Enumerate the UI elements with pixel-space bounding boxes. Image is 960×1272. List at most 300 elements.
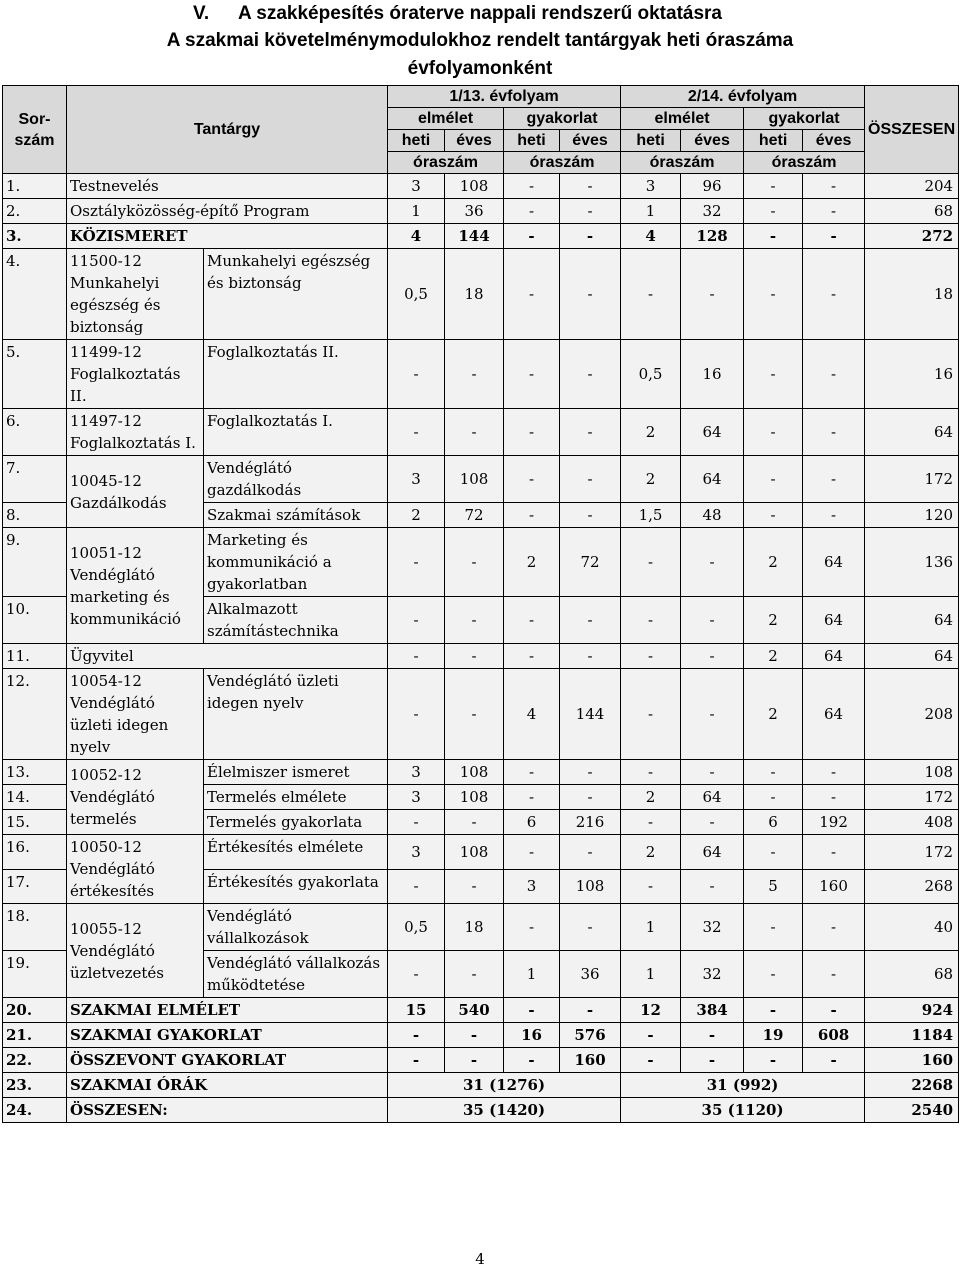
hour-value: - xyxy=(560,503,621,528)
title-line-2: A szakmai követelménymodulokhoz rendelt tantárgyak heti óraszáma xyxy=(166,30,794,51)
hour-value: - xyxy=(560,998,621,1023)
hour-value: - xyxy=(621,869,681,904)
row-total: 924 xyxy=(865,998,959,1023)
row-total: 172 xyxy=(865,456,959,503)
hour-value: 3 xyxy=(388,174,445,199)
hour-value: - xyxy=(803,760,865,785)
subject-name: KÖZISMERET xyxy=(67,224,388,249)
subject-name: Foglalkoztatás II. xyxy=(204,340,388,409)
hour-value: 160 xyxy=(803,869,865,904)
hour-value: 2 xyxy=(744,597,803,644)
hour-value: - xyxy=(388,528,445,597)
row-total: 2268 xyxy=(865,1073,959,1098)
hour-value: - xyxy=(445,1048,504,1073)
hour-value: 64 xyxy=(803,597,865,644)
hour-value: 18 xyxy=(445,904,504,951)
hour-value: 192 xyxy=(803,810,865,835)
hour-value: 2 xyxy=(388,503,445,528)
header-elmelet-1: elmélet xyxy=(388,108,504,130)
hour-value: - xyxy=(744,409,803,456)
hour-value: - xyxy=(560,597,621,644)
hour-value: 36 xyxy=(560,951,621,998)
hour-value: 1 xyxy=(388,199,445,224)
section-number: V. xyxy=(193,3,210,24)
hour-value: 144 xyxy=(560,669,621,760)
hour-value: 1 xyxy=(504,951,560,998)
hour-value: 64 xyxy=(803,669,865,760)
hour-value: - xyxy=(803,835,865,870)
hour-value: 64 xyxy=(681,409,744,456)
hour-value: - xyxy=(803,503,865,528)
hour-value: 3 xyxy=(388,760,445,785)
hour-value: - xyxy=(681,597,744,644)
row-number: 11. xyxy=(3,644,67,669)
hour-value: - xyxy=(803,951,865,998)
hour-value: - xyxy=(681,810,744,835)
hour-value: - xyxy=(388,409,445,456)
table-row xyxy=(3,1073,959,1098)
hour-value: - xyxy=(744,503,803,528)
hour-value: 15 xyxy=(388,998,445,1023)
hour-value: 160 xyxy=(560,1048,621,1073)
title-line-3: évfolyamonként xyxy=(407,58,553,79)
year-1-total: 31 (1276) xyxy=(388,1073,621,1098)
subject-name: SZAKMAI ÓRÁK xyxy=(67,1073,388,1098)
hour-value: 3 xyxy=(621,174,681,199)
hour-value: - xyxy=(744,998,803,1023)
hour-value: - xyxy=(744,456,803,503)
hour-value: - xyxy=(621,1048,681,1073)
row-number: 10. xyxy=(3,597,67,644)
hour-value: 1 xyxy=(621,904,681,951)
header-heti: heti xyxy=(621,130,681,152)
hour-value: 2 xyxy=(504,528,560,597)
hour-value: - xyxy=(445,669,504,760)
hour-value: - xyxy=(744,340,803,409)
hour-value: 72 xyxy=(560,528,621,597)
header-year-1: 1/13. évfolyam xyxy=(388,86,621,108)
module-name: 10050-12 Vendéglátó értékesítés xyxy=(67,835,204,904)
table-row xyxy=(3,644,959,669)
hour-value: - xyxy=(803,224,865,249)
table-row xyxy=(3,528,959,597)
row-total: 108 xyxy=(865,760,959,785)
hour-value: 2 xyxy=(621,456,681,503)
hour-value: - xyxy=(504,644,560,669)
hour-value: - xyxy=(504,224,560,249)
subject-name: Ügyvitel xyxy=(67,644,388,669)
hour-value: - xyxy=(744,760,803,785)
hour-value: - xyxy=(621,810,681,835)
row-number: 20. xyxy=(3,998,67,1023)
table-row xyxy=(3,835,959,870)
hour-value: 540 xyxy=(445,998,504,1023)
hour-value: 2 xyxy=(744,528,803,597)
subject-name: Termelés gyakorlata xyxy=(204,810,388,835)
table-row xyxy=(3,249,959,340)
hour-value: - xyxy=(388,810,445,835)
module-name: 11499-12 Foglalkoztatás II. xyxy=(67,340,204,409)
row-number: 23. xyxy=(3,1073,67,1098)
row-number: 9. xyxy=(3,528,67,597)
hour-value: - xyxy=(803,174,865,199)
hour-value: 108 xyxy=(445,760,504,785)
header-year-2: 2/14. évfolyam xyxy=(621,86,865,108)
row-total: 268 xyxy=(865,869,959,904)
hour-value: - xyxy=(560,249,621,340)
row-total: 272 xyxy=(865,224,959,249)
hour-value: - xyxy=(504,409,560,456)
hour-value: - xyxy=(504,503,560,528)
row-total: 68 xyxy=(865,951,959,998)
subject-name: ÖSSZESEN: xyxy=(67,1098,388,1123)
hour-value: - xyxy=(621,760,681,785)
hour-value: 16 xyxy=(504,1023,560,1048)
hour-value: - xyxy=(681,1048,744,1073)
row-number: 17. xyxy=(3,869,67,904)
hour-value: 108 xyxy=(445,835,504,870)
hour-value: - xyxy=(388,669,445,760)
hour-value: - xyxy=(388,340,445,409)
subject-name: Foglalkoztatás I. xyxy=(204,409,388,456)
header-tantargy: Tantárgy xyxy=(67,86,388,174)
hour-value: - xyxy=(621,644,681,669)
hour-value: 3 xyxy=(504,869,560,904)
hour-value: - xyxy=(744,199,803,224)
hour-value: - xyxy=(445,597,504,644)
hour-value: 6 xyxy=(744,810,803,835)
hour-value: - xyxy=(560,224,621,249)
hour-value: - xyxy=(681,760,744,785)
hour-value: 6 xyxy=(504,810,560,835)
hour-value: 384 xyxy=(681,998,744,1023)
hour-value: - xyxy=(621,597,681,644)
hour-value: - xyxy=(388,597,445,644)
row-total: 68 xyxy=(865,199,959,224)
header-osszesen: ÖSSZESEN xyxy=(865,86,959,174)
header-eves: éves xyxy=(445,130,504,152)
year-2-total: 31 (992) xyxy=(621,1073,865,1098)
hour-value: - xyxy=(681,528,744,597)
hour-value: 216 xyxy=(560,810,621,835)
subject-name: Vendéglátó gazdálkodás xyxy=(204,456,388,503)
table-row xyxy=(3,669,959,760)
hour-value: - xyxy=(560,199,621,224)
hour-value: - xyxy=(803,199,865,224)
row-number: 4. xyxy=(3,249,67,340)
hour-value: - xyxy=(681,644,744,669)
hour-value: 144 xyxy=(445,224,504,249)
hour-value: - xyxy=(445,644,504,669)
hour-value: 2 xyxy=(621,409,681,456)
hour-value: - xyxy=(388,1023,445,1048)
hour-value: 108 xyxy=(560,869,621,904)
hour-value: - xyxy=(744,174,803,199)
hour-value: - xyxy=(744,249,803,340)
row-total: 16 xyxy=(865,340,959,409)
hour-value: - xyxy=(744,835,803,870)
row-total: 408 xyxy=(865,810,959,835)
hour-value: 3 xyxy=(388,456,445,503)
hour-value: 4 xyxy=(621,224,681,249)
row-number: 7. xyxy=(3,456,67,503)
hour-value: - xyxy=(504,835,560,870)
hour-value: 4 xyxy=(504,669,560,760)
row-number: 14. xyxy=(3,785,67,810)
module-name: 10045-12 Gazdálkodás xyxy=(67,456,204,528)
row-total: 1184 xyxy=(865,1023,959,1048)
module-name: 10055-12 Vendéglátó üzletvezetés xyxy=(67,904,204,998)
row-number: 21. xyxy=(3,1023,67,1048)
subject-name: Marketing és kommunikáció a gyakorlatban xyxy=(204,528,388,597)
header-elmelet-2: elmélet xyxy=(621,108,744,130)
hour-value: - xyxy=(388,644,445,669)
hour-value: - xyxy=(803,785,865,810)
table-row xyxy=(3,174,959,199)
hour-value: 2 xyxy=(621,835,681,870)
table-row xyxy=(3,1023,959,1048)
hour-value: - xyxy=(504,904,560,951)
header-heti: heti xyxy=(388,130,445,152)
hour-value: - xyxy=(445,1023,504,1048)
hour-value: 64 xyxy=(803,644,865,669)
row-total: 208 xyxy=(865,669,959,760)
row-number: 19. xyxy=(3,951,67,998)
row-total: 120 xyxy=(865,503,959,528)
header-eves: éves xyxy=(560,130,621,152)
row-total: 172 xyxy=(865,785,959,810)
hour-value: - xyxy=(621,669,681,760)
hour-value: 1,5 xyxy=(621,503,681,528)
row-total: 18 xyxy=(865,249,959,340)
hour-value: 108 xyxy=(445,174,504,199)
subject-name: SZAKMAI GYAKORLAT xyxy=(67,1023,388,1048)
subject-name: Osztályközösség-építő Program xyxy=(67,199,388,224)
row-total: 64 xyxy=(865,597,959,644)
hour-value: 4 xyxy=(388,224,445,249)
hour-value: - xyxy=(803,904,865,951)
hour-value: - xyxy=(445,409,504,456)
hour-value: 96 xyxy=(681,174,744,199)
hour-value: 64 xyxy=(681,456,744,503)
subject-name: SZAKMAI ELMÉLET xyxy=(67,998,388,1023)
hour-value: - xyxy=(803,456,865,503)
hour-value: - xyxy=(803,340,865,409)
hour-value: 64 xyxy=(681,835,744,870)
header-eves: éves xyxy=(803,130,865,152)
row-total: 204 xyxy=(865,174,959,199)
title-line-1: A szakképesítés óraterve nappali rendszerű oktatásra xyxy=(237,3,723,24)
hour-value: - xyxy=(560,835,621,870)
hour-value: 5 xyxy=(744,869,803,904)
hour-value: - xyxy=(803,998,865,1023)
subject-name: Vendéglátó üzleti idegen nyelv xyxy=(204,669,388,760)
hour-value: - xyxy=(504,199,560,224)
hour-value: - xyxy=(388,869,445,904)
hour-value: - xyxy=(504,456,560,503)
header-gyakorlat-1: gyakorlat xyxy=(504,108,621,130)
row-number: 15. xyxy=(3,810,67,835)
hour-value: 0,5 xyxy=(621,340,681,409)
table-row xyxy=(3,1098,959,1123)
hour-value: 576 xyxy=(560,1023,621,1048)
hour-value: - xyxy=(681,869,744,904)
hour-value: - xyxy=(681,1023,744,1048)
header-eves: éves xyxy=(681,130,744,152)
hour-value: - xyxy=(388,1048,445,1073)
subject-name: Szakmai számítások xyxy=(204,503,388,528)
hour-value: 12 xyxy=(621,998,681,1023)
hour-value: 1 xyxy=(621,199,681,224)
row-number: 3. xyxy=(3,224,67,249)
hour-value: - xyxy=(504,249,560,340)
row-number: 16. xyxy=(3,835,67,870)
hour-value: - xyxy=(560,409,621,456)
row-number: 22. xyxy=(3,1048,67,1073)
header-heti: heti xyxy=(744,130,803,152)
hour-value: 2 xyxy=(744,669,803,760)
hour-value: 32 xyxy=(681,904,744,951)
subject-name: Vendéglátó vállalkozások xyxy=(204,904,388,951)
page-number: 4 xyxy=(475,1250,485,1268)
hour-value: - xyxy=(744,904,803,951)
header-sorszam: Sor-szám xyxy=(3,86,67,174)
row-number: 6. xyxy=(3,409,67,456)
hour-value: - xyxy=(504,340,560,409)
hour-value: 16 xyxy=(681,340,744,409)
hour-value: - xyxy=(621,249,681,340)
hour-value: - xyxy=(388,951,445,998)
row-number: 8. xyxy=(3,503,67,528)
table-row xyxy=(3,224,959,249)
hour-value: 2 xyxy=(621,785,681,810)
hour-value: 3 xyxy=(388,785,445,810)
subject-name: Munkahelyi egészség és biztonság xyxy=(204,249,388,340)
hour-value: 2 xyxy=(744,644,803,669)
hour-value: - xyxy=(504,174,560,199)
header-gyakorlat-2: gyakorlat xyxy=(744,108,865,130)
hour-value: - xyxy=(744,951,803,998)
table-row xyxy=(3,409,959,456)
hour-value: - xyxy=(803,409,865,456)
header-oraszam: óraszám xyxy=(744,152,865,174)
hour-value: - xyxy=(681,669,744,760)
section-title xyxy=(0,0,960,28)
header-oraszam: óraszám xyxy=(388,152,504,174)
row-total: 160 xyxy=(865,1048,959,1073)
hour-value: 18 xyxy=(445,249,504,340)
hour-value: - xyxy=(445,951,504,998)
hour-value: 0,5 xyxy=(388,904,445,951)
hour-value: - xyxy=(445,810,504,835)
hour-value: 108 xyxy=(445,456,504,503)
header-heti: heti xyxy=(504,130,560,152)
row-number: 1. xyxy=(3,174,67,199)
hour-value: - xyxy=(445,340,504,409)
hour-value: - xyxy=(621,1023,681,1048)
module-name: 10054-12 Vendéglátó üzleti idegen nyelv xyxy=(67,669,204,760)
row-total: 172 xyxy=(865,835,959,870)
row-number: 12. xyxy=(3,669,67,760)
subject-name: Termelés elmélete xyxy=(204,785,388,810)
table-row xyxy=(3,998,959,1023)
subject-name: Testnevelés xyxy=(67,174,388,199)
hour-value: - xyxy=(681,249,744,340)
hour-value: 0,5 xyxy=(388,249,445,340)
row-number: 13. xyxy=(3,760,67,785)
row-total: 136 xyxy=(865,528,959,597)
table-row xyxy=(3,1048,959,1073)
hour-value: - xyxy=(504,998,560,1023)
hour-value: 36 xyxy=(445,199,504,224)
row-total: 64 xyxy=(865,409,959,456)
hour-value: 72 xyxy=(445,503,504,528)
header-oraszam: óraszám xyxy=(504,152,621,174)
hour-value: 48 xyxy=(681,503,744,528)
module-name: 11500-12 Munkahelyi egészség és biztonság xyxy=(67,249,204,340)
subject-name: Alkalmazott számítástechnika xyxy=(204,597,388,644)
row-number: 18. xyxy=(3,904,67,951)
hour-value: - xyxy=(445,869,504,904)
hour-value: - xyxy=(560,174,621,199)
hour-value: - xyxy=(504,785,560,810)
hour-value: - xyxy=(445,528,504,597)
row-total: 40 xyxy=(865,904,959,951)
table-row xyxy=(3,456,959,503)
row-total: 2540 xyxy=(865,1098,959,1123)
hour-value: 32 xyxy=(681,951,744,998)
hour-value: - xyxy=(560,760,621,785)
row-total: 64 xyxy=(865,644,959,669)
hour-value: 19 xyxy=(744,1023,803,1048)
row-number: 5. xyxy=(3,340,67,409)
subject-name: ÖSSZEVONT GYAKORLAT xyxy=(67,1048,388,1073)
subject-name: Értékesítés gyakorlata xyxy=(204,869,388,904)
hour-value: - xyxy=(560,785,621,810)
year-1-total: 35 (1420) xyxy=(388,1098,621,1123)
hour-value: 608 xyxy=(803,1023,865,1048)
hour-value: - xyxy=(560,456,621,503)
row-number: 24. xyxy=(3,1098,67,1123)
subject-name: Értékesítés elmélete xyxy=(204,835,388,870)
hours-table xyxy=(2,85,959,1123)
module-name: 10051-12 Vendéglátó marketing és kommunikáció xyxy=(67,528,204,644)
hour-value: - xyxy=(504,760,560,785)
hour-value: - xyxy=(803,249,865,340)
row-number: 2. xyxy=(3,199,67,224)
module-name: 11497-12 Foglalkoztatás I. xyxy=(67,409,204,456)
hour-value: - xyxy=(504,1048,560,1073)
subject-name: Vendéglátó vállalkozás működtetése xyxy=(204,951,388,998)
hour-value: 3 xyxy=(388,835,445,870)
hour-value: 128 xyxy=(681,224,744,249)
table-row xyxy=(3,760,959,785)
hour-value: - xyxy=(560,340,621,409)
hour-value: - xyxy=(560,904,621,951)
year-2-total: 35 (1120) xyxy=(621,1098,865,1123)
table-row xyxy=(3,904,959,951)
table-row xyxy=(3,199,959,224)
hour-value: - xyxy=(504,597,560,644)
hour-value: 64 xyxy=(803,528,865,597)
hour-value: - xyxy=(803,1048,865,1073)
header-oraszam: óraszám xyxy=(621,152,744,174)
table-row xyxy=(3,340,959,409)
hour-value: 1 xyxy=(621,951,681,998)
hour-value: - xyxy=(744,1048,803,1073)
hour-value: - xyxy=(744,785,803,810)
hour-value: - xyxy=(560,644,621,669)
